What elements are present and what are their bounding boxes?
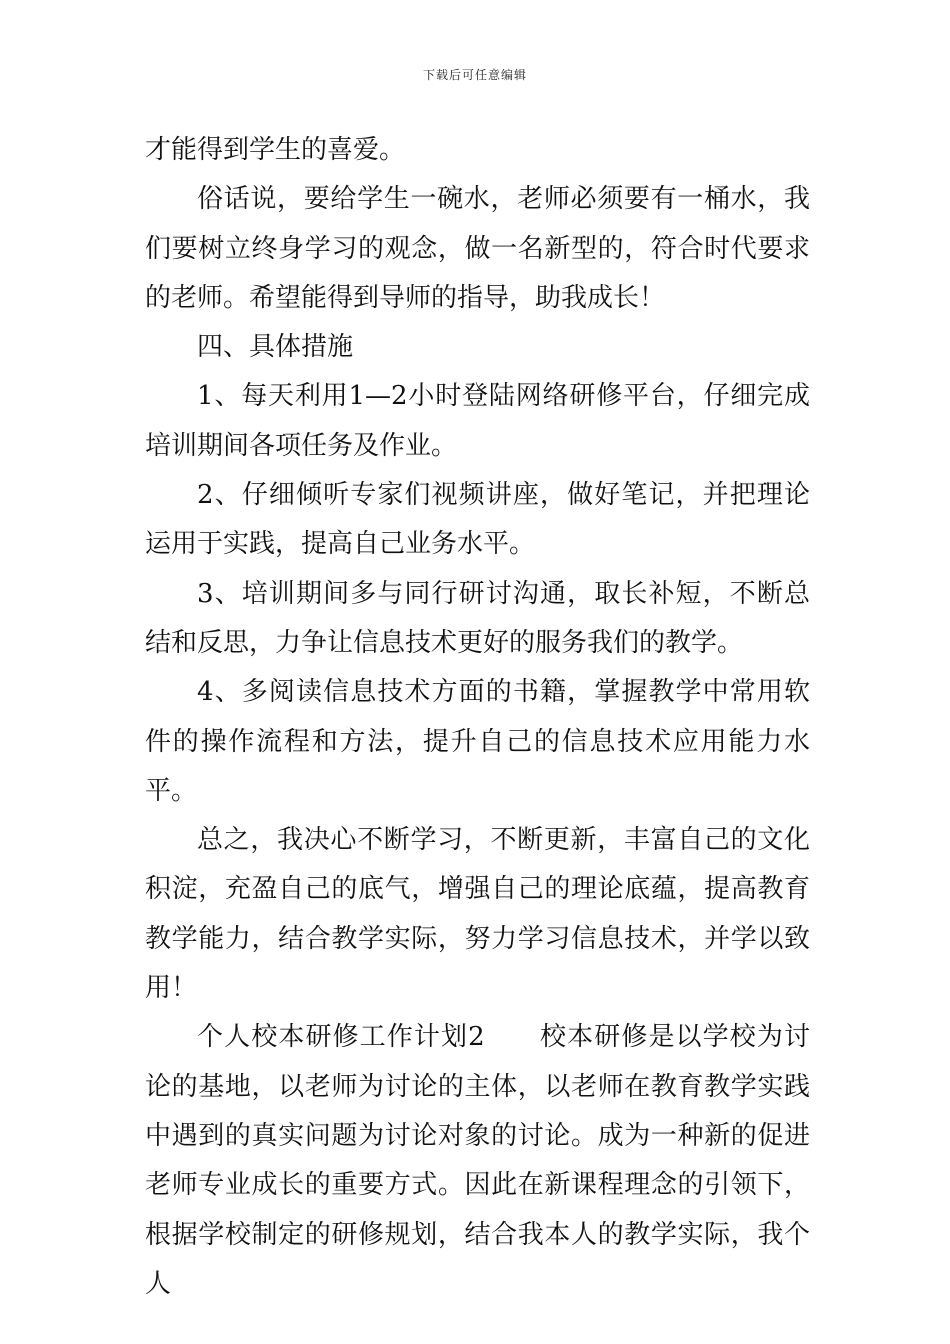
- list-item: 1、每天利用1—2小时登陆网络研修平台，仔细完成培训期间各项任务及作业。: [145, 381, 810, 461]
- list-item: 2、仔细倾听专家们视频讲座，做好笔记，并把理论运用于实践，提高自己业务水平。: [145, 480, 810, 560]
- list-item: 3、培训期间多与同行研讨沟通，取长补短，不断总结和反思，力争让信息技术更好的服务我们的教学。: [145, 578, 810, 658]
- paragraph: 才能得到学生的喜爱。: [145, 135, 406, 165]
- paragraph: 个人校本研修工作计划2 校本研修是以学校为讨论的基地，以老师为讨论的主体，以老师在教育教学实践中遇到的真实问题为讨论对象的讨论。成为一种新的促进老师专业成长的重要方式。因此在新课程理念的引领下，根据学校制定的研修规划，结合我本人的教学实际，我个人: [145, 1022, 810, 1299]
- paragraph: 俗话说，要给学生一碗水，老师必须要有一桶水，我们要树立终身学习的观念，做一名新型的，符合时代要求的老师。希望能得到导师的指导，助我成长！: [145, 184, 810, 313]
- section-heading: 四、具体措施: [197, 332, 354, 363]
- paragraph: 总之，我决心不断学习，不断更新，丰富自己的文化积淀，充盈自己的底气，增强自己的理论底蕴，提高教育教学能力，结合教学实际，努力学习信息技术，并学以致用！: [145, 825, 810, 1004]
- list-item: 4、多阅读信息技术方面的书籍，掌握教学中常用软件的操作流程和方法，提升自己的信息技术应用能力水平。: [145, 677, 810, 806]
- document-body: [145, 126, 810, 1309]
- page-header: 下载后可任意编辑: [422, 68, 527, 82]
